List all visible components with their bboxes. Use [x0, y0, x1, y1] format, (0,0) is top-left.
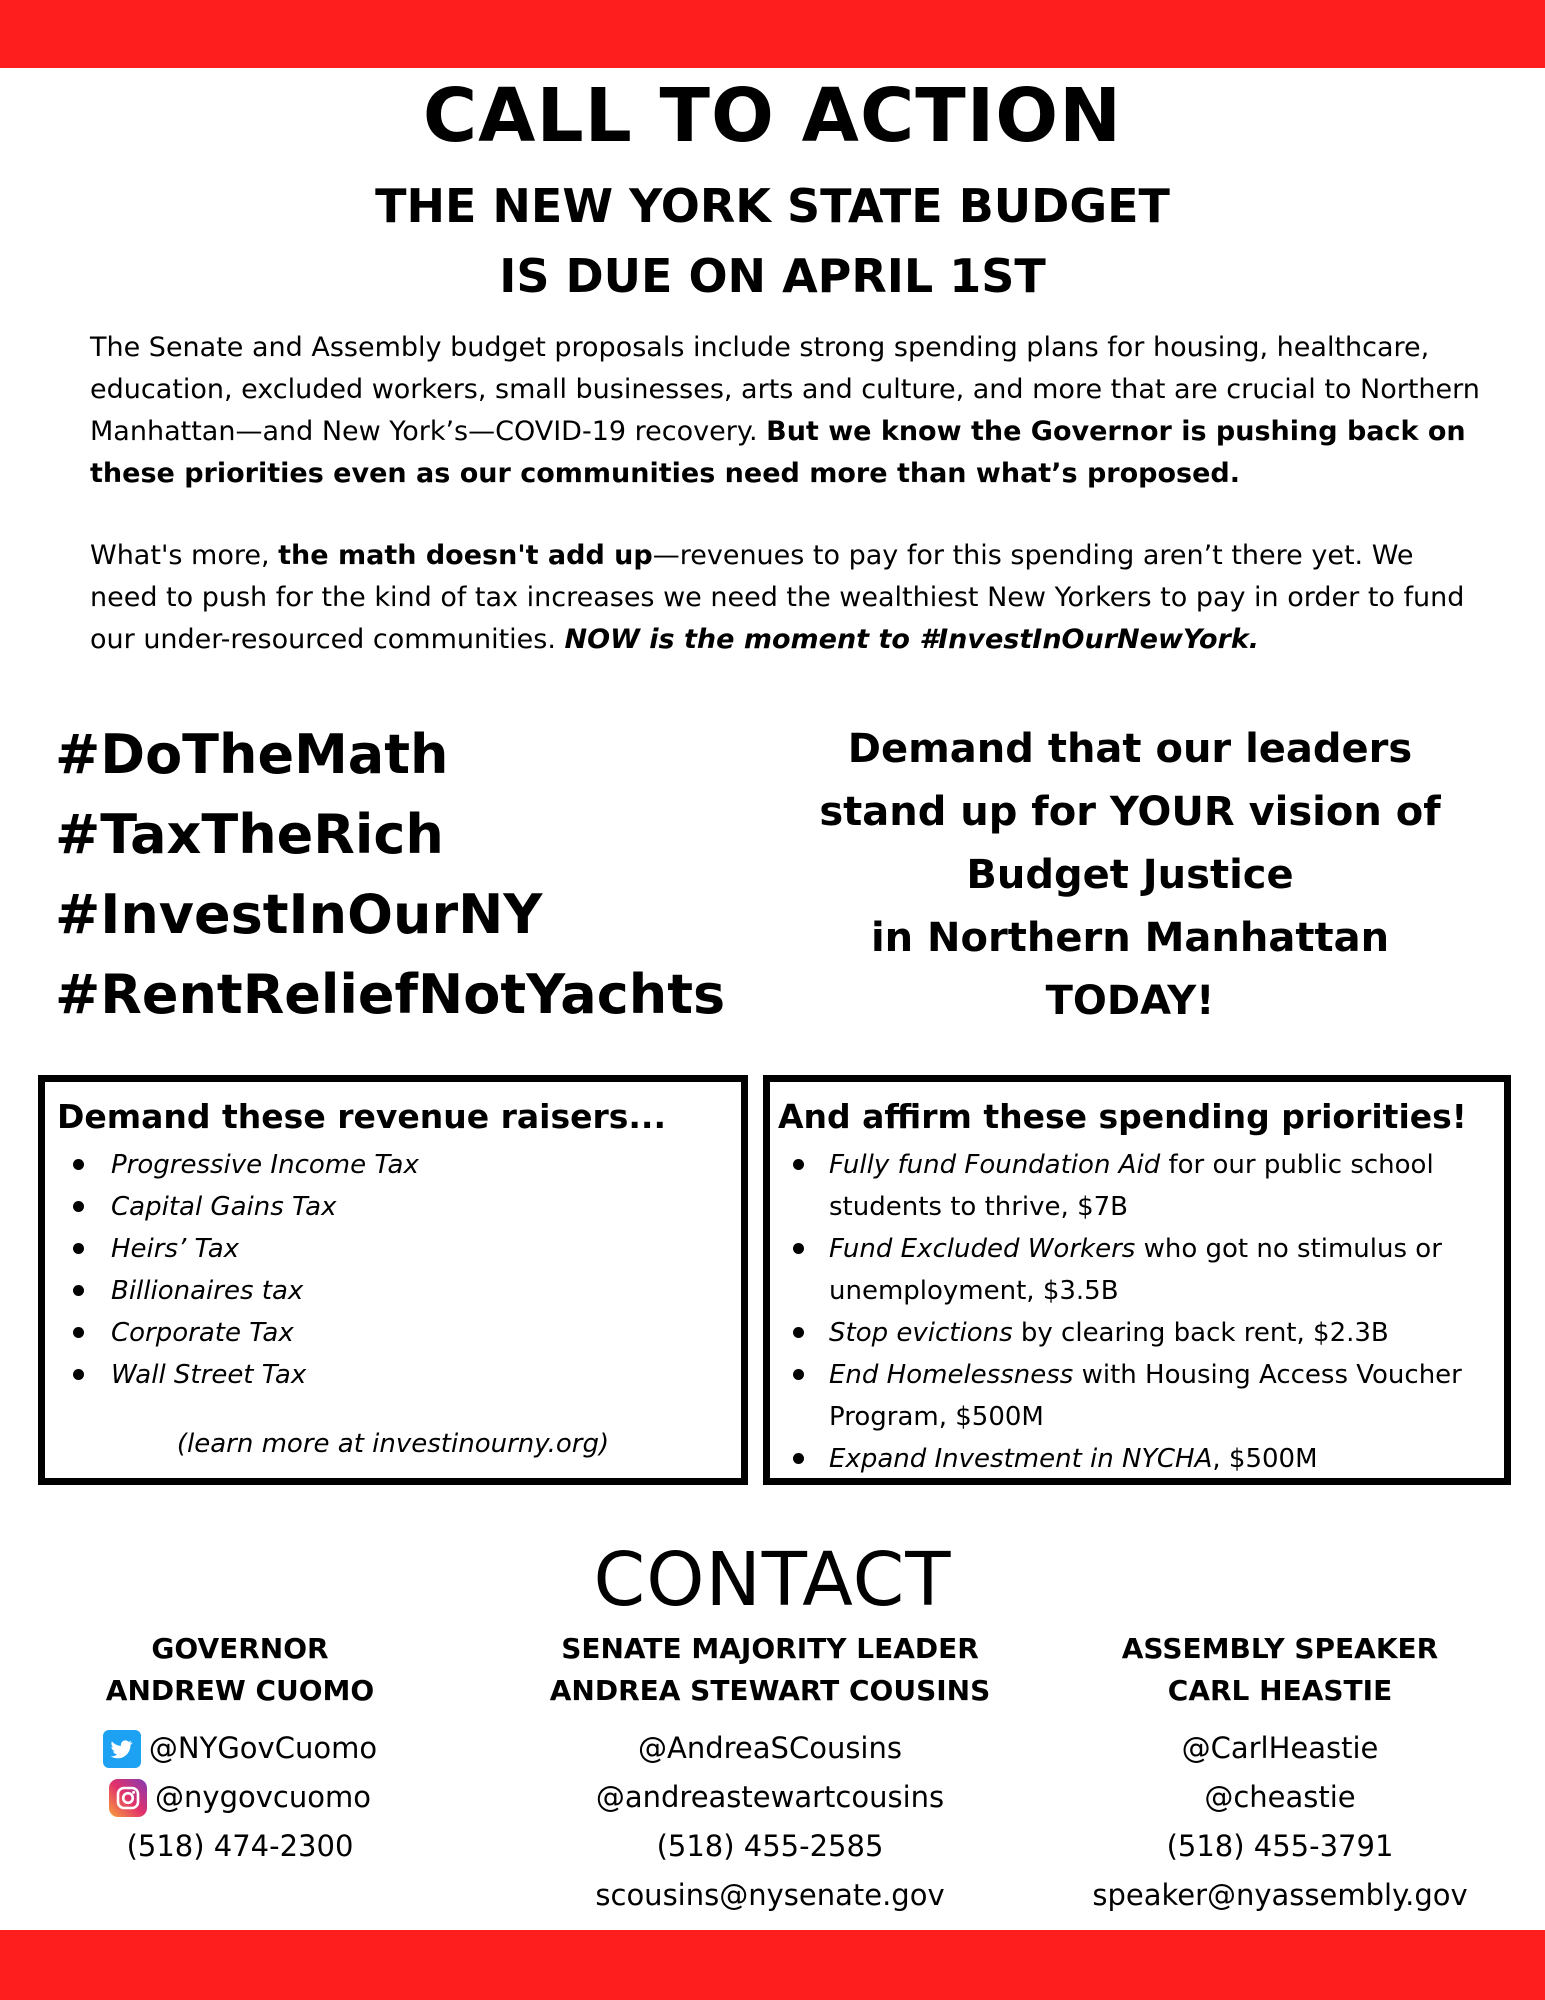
- list-item: [45, 1228, 741, 1270]
- hashtag-list: [55, 715, 725, 1035]
- subtitle-line-2: IS DUE ON APRIL 1ST: [499, 249, 1046, 303]
- revenue-item-text: Progressive Income Tax: [111, 1150, 419, 1180]
- bullet-icon: [73, 1201, 84, 1212]
- senate-twitter-handle[interactable]: @AndreaSCousins: [638, 1731, 902, 1765]
- governor-phone[interactable]: (518) 474-2300: [126, 1829, 354, 1863]
- bullet-icon: [793, 1159, 804, 1170]
- senate-phone[interactable]: (518) 455-2585: [656, 1829, 884, 1863]
- revenue-raisers-box: [38, 1075, 748, 1485]
- bottom-red-bar: [0, 1930, 1545, 2000]
- spending-item-emphasis: Fund Excluded Workers: [829, 1234, 1136, 1264]
- senate-name: ANDREA STEWART COUSINS: [549, 1674, 991, 1707]
- hashtag-tax-the-rich: #TaxTheRich: [55, 803, 444, 866]
- contact-governor: [60, 1628, 420, 1871]
- assembly-email[interactable]: speaker@nyassembly.gov: [1092, 1878, 1468, 1912]
- revenue-item-text: Corporate Tax: [111, 1318, 294, 1348]
- spending-item-emphasis: Fully fund Foundation Aid: [829, 1150, 1161, 1180]
- demand-line-3: Budget Justice: [966, 852, 1294, 898]
- list-item: [770, 1438, 1504, 1480]
- list-item: [770, 1312, 1504, 1354]
- demand-line-2: stand up for YOUR vision of: [819, 789, 1441, 835]
- contact-assembly-speaker: [1060, 1628, 1500, 1920]
- revenue-item-text: Billionaires tax: [111, 1276, 304, 1306]
- bullet-icon: [73, 1327, 84, 1338]
- twitter-icon: [103, 1730, 141, 1768]
- hashtag-invest-in-our-ny: #InvestInOurNY: [55, 883, 543, 946]
- spending-item-detail: for our public school students to thrive, $7B: [829, 1150, 1434, 1222]
- spending-item-detail: by clearing back rent, $2.3B: [1012, 1318, 1389, 1348]
- senate-instagram-handle[interactable]: @andreastewartcousins: [595, 1780, 945, 1814]
- list-item: [45, 1270, 741, 1312]
- governor-twitter-handle: @NYGovCuomo: [148, 1731, 378, 1765]
- governor-name: ANDREW CUOMO: [105, 1674, 375, 1707]
- bullet-icon: [73, 1159, 84, 1170]
- governor-twitter[interactable]: [60, 1724, 420, 1773]
- governor-instagram-handle: @nygovcuomo: [155, 1780, 371, 1814]
- spending-item-emphasis: Expand Investment in NYCHA: [829, 1444, 1213, 1474]
- bullet-icon: [73, 1243, 84, 1254]
- intro-p2-italic: NOW is the moment to #InvestInOurNewYork.: [564, 624, 1260, 655]
- assembly-name: CARL HEASTIE: [1167, 1674, 1393, 1707]
- spending-item-emphasis: End Homelessness: [829, 1360, 1074, 1390]
- hashtag-rent-relief-not-yachts: #RentReliefNotYachts: [55, 963, 726, 1026]
- bullet-icon: [73, 1285, 84, 1296]
- intro-paragraph-1: [90, 327, 1480, 495]
- intro-paragraph-2: [90, 535, 1480, 661]
- page-title: CALL TO ACTION: [422, 73, 1123, 159]
- list-item: [45, 1354, 741, 1396]
- bullet-icon: [793, 1453, 804, 1464]
- senate-role: SENATE MAJORITY LEADER: [561, 1632, 979, 1665]
- subtitle-line-1: THE NEW YORK STATE BUDGET: [375, 179, 1170, 233]
- intro-p1-text: The Senate and Assembly budget proposals include strong spending plans for housing, healthcare, education, excluded workers, small businesses, arts and culture, and more that are crucial to Northern Manhattan—and New York’s—COVID-19 recovery.: [90, 332, 1480, 447]
- spending-list: [770, 1144, 1504, 1480]
- contact-senate-leader: [520, 1628, 1020, 1920]
- list-item: [770, 1354, 1504, 1438]
- spending-item-detail: who got no stimulus or unemployment, $3.5B: [829, 1234, 1442, 1306]
- demand-line-4: in Northern Manhattan: [870, 915, 1390, 961]
- demand-line-5: TODAY!: [1045, 978, 1215, 1024]
- list-item: [770, 1228, 1504, 1312]
- list-item: [45, 1312, 741, 1354]
- revenue-item-text: Capital Gains Tax: [111, 1192, 337, 1222]
- hashtag-do-the-math: #DoTheMath: [55, 723, 449, 786]
- learn-more-note: (learn more at investinourny.org): [176, 1429, 610, 1459]
- bullet-icon: [73, 1369, 84, 1380]
- governor-role: GOVERNOR: [151, 1632, 329, 1665]
- intro-p2-start: What's more,: [90, 540, 279, 571]
- assembly-phone[interactable]: (518) 455-3791: [1166, 1829, 1394, 1863]
- spending-item-detail: with Housing Access Voucher Program, $500M: [829, 1360, 1462, 1432]
- assembly-twitter-handle[interactable]: @CarlHeastie: [1181, 1731, 1379, 1765]
- intro-p2-mid: —revenues to pay for this spending aren’t there yet. We need to push for the kind of tax increases we need the wealthiest New Yorkers to pay in order to fund our under-resourced communities.: [90, 540, 1465, 655]
- governor-instagram[interactable]: [60, 1773, 420, 1822]
- demand-statement: [780, 718, 1480, 1033]
- revenue-item-text: Heirs’ Tax: [111, 1234, 240, 1264]
- revenue-item-text: Wall Street Tax: [111, 1360, 307, 1390]
- spending-item-detail: , $500M: [1212, 1444, 1318, 1474]
- assembly-role: ASSEMBLY SPEAKER: [1121, 1632, 1439, 1665]
- spending-item-emphasis: Stop evictions: [829, 1318, 1013, 1348]
- bullet-icon: [793, 1327, 804, 1338]
- intro-p1-bold: But we know the Governor is pushing back on these priorities even as our communities need more than what’s proposed.: [90, 416, 1466, 489]
- spending-box-title: And affirm these spending priorities!: [778, 1097, 1467, 1136]
- top-red-bar: [0, 0, 1545, 68]
- revenue-list: [45, 1144, 741, 1396]
- demand-line-1: Demand that our leaders: [847, 726, 1413, 772]
- bullet-icon: [793, 1369, 804, 1380]
- intro-p2-bold: the math doesn't add up: [278, 540, 653, 571]
- list-item: [45, 1186, 741, 1228]
- senate-email[interactable]: scousins@nysenate.gov: [595, 1878, 945, 1912]
- list-item: [45, 1144, 741, 1186]
- bullet-icon: [793, 1243, 804, 1254]
- assembly-instagram-handle[interactable]: @cheastie: [1204, 1780, 1356, 1814]
- list-item: [770, 1144, 1504, 1228]
- contact-heading: CONTACT: [593, 1537, 952, 1623]
- instagram-icon: [109, 1779, 147, 1817]
- revenue-box-title: Demand these revenue raisers...: [57, 1097, 667, 1136]
- spending-priorities-box: [763, 1075, 1511, 1485]
